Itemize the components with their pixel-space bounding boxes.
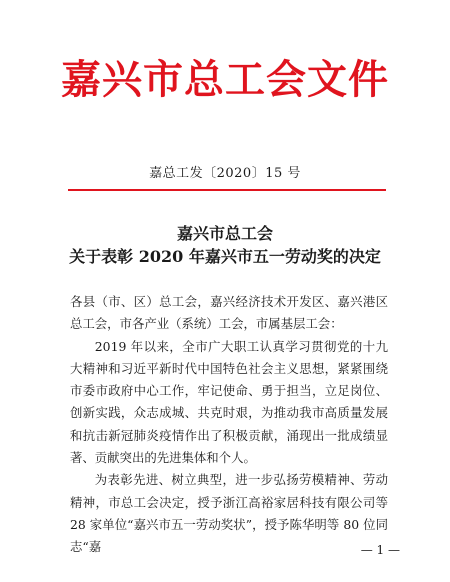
page-number: — 1 — [360,543,400,557]
document-number: 嘉总工发〔2020〕15 号 [149,166,301,181]
red-divider-line [68,189,386,191]
document-title-subject: 关于表彰 2020 年嘉兴市五一劳动奖的决定 [69,247,381,266]
document-title-issuer: 嘉兴市总工会 [176,224,273,243]
document-header-title: 嘉兴市总工会文件 [61,56,389,103]
body-paragraph: 2019 年以来，全市广大职工认真学习贯彻党的十九大精神和习近平新时代中国特色社会主义思想，紧紧围绕市委市政府中心工作，牢记使命、勇于担当，立足岗位、创新实践，众志成城、共克时艰，为推动我市高质量发展和抗击新冠肺炎疫情作出了积极贡献，涌现出一批成绩显著、贡献突出的先进集体和个人。 [70,338,388,466]
salutation-paragraph: 各县（市、区）总工会，嘉兴经济技术开发区、嘉兴港区总工会，市各产业（系统）工会，市属基层工会： [70,294,388,332]
document-body [70,291,388,559]
body-paragraph: 为表彰先进、树立典型，进一步弘扬劳模精神、劳动精神，市总工会决定，授予浙江高裕家居科技有限公司等 28 家单位“嘉兴市五一劳动奖状”，授予陈华明等 80 位同志“嘉 [70,472,388,555]
